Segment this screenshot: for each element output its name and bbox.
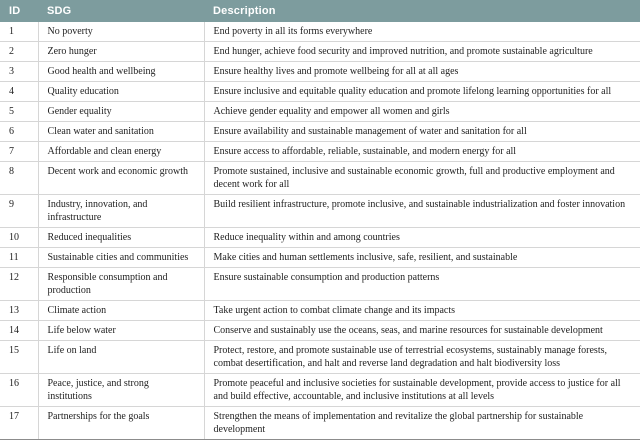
sdg-cell: Clean water and sanitation: [38, 122, 204, 142]
sdg-cell: Peace, justice, and strong institutions: [38, 374, 204, 407]
table-row: [0, 62, 640, 82]
sdg-cell: Industry, innovation, and infrastructure: [38, 195, 204, 228]
table-row: [0, 321, 640, 341]
description-cell: Ensure sustainable consumption and production patterns: [204, 268, 640, 301]
table-row: [0, 82, 640, 102]
sdg-cell: Life on land: [38, 341, 204, 374]
table-row: [0, 22, 640, 42]
sdg-cell: Quality education: [38, 82, 204, 102]
id-cell: 9: [0, 195, 38, 228]
id-cell: 4: [0, 82, 38, 102]
table-body: [0, 22, 640, 440]
sdg-cell: Affordable and clean energy: [38, 142, 204, 162]
table-row: [0, 195, 640, 228]
description-cell: Make cities and human settlements inclusive, safe, resilient, and sustainable: [204, 248, 640, 268]
table-row: [0, 228, 640, 248]
table-header: [0, 0, 640, 22]
table-row: [0, 268, 640, 301]
id-cell: 15: [0, 341, 38, 374]
sdg-cell: Good health and wellbeing: [38, 62, 204, 82]
sdg-cell: Reduced inequalities: [38, 228, 204, 248]
description-cell: Conserve and sustainably use the oceans, seas, and marine resources for sustainable development: [204, 321, 640, 341]
id-cell: 16: [0, 374, 38, 407]
description-cell: Promote peaceful and inclusive societies for sustainable development, provide access to justice for all and build effective, accountable, and inclusive institutions at all levels: [204, 374, 640, 407]
table-row: [0, 42, 640, 62]
column-header-sdg: SDG: [38, 0, 204, 22]
table-row: [0, 122, 640, 142]
id-cell: 2: [0, 42, 38, 62]
id-cell: 14: [0, 321, 38, 341]
header-row: [0, 0, 640, 22]
sdg-cell: Life below water: [38, 321, 204, 341]
id-cell: 7: [0, 142, 38, 162]
sdg-cell: Decent work and economic growth: [38, 162, 204, 195]
description-cell: Take urgent action to combat climate change and its impacts: [204, 301, 640, 321]
description-cell: Achieve gender equality and empower all women and girls: [204, 102, 640, 122]
id-cell: 10: [0, 228, 38, 248]
table-row: [0, 248, 640, 268]
id-cell: 1: [0, 22, 38, 42]
id-cell: 8: [0, 162, 38, 195]
sdg-cell: Climate action: [38, 301, 204, 321]
description-cell: Ensure inclusive and equitable quality education and promote lifelong learning opportunities for all: [204, 82, 640, 102]
id-cell: 12: [0, 268, 38, 301]
sdg-cell: Zero hunger: [38, 42, 204, 62]
description-cell: Ensure availability and sustainable management of water and sanitation for all: [204, 122, 640, 142]
table-row: [0, 407, 640, 440]
description-cell: End poverty in all its forms everywhere: [204, 22, 640, 42]
description-cell: End hunger, achieve food security and improved nutrition, and promote sustainable agriculture: [204, 42, 640, 62]
column-header-id: ID: [0, 0, 38, 22]
sdg-cell: Responsible consumption and production: [38, 268, 204, 301]
column-header-description: Description: [204, 0, 640, 22]
table-row: [0, 301, 640, 321]
table-row: [0, 162, 640, 195]
id-cell: 11: [0, 248, 38, 268]
id-cell: 5: [0, 102, 38, 122]
description-cell: Ensure access to affordable, reliable, sustainable, and modern energy for all: [204, 142, 640, 162]
id-cell: 13: [0, 301, 38, 321]
id-cell: 3: [0, 62, 38, 82]
sdg-cell: No poverty: [38, 22, 204, 42]
description-cell: Ensure healthy lives and promote wellbeing for all at all ages: [204, 62, 640, 82]
table-row: [0, 374, 640, 407]
table-row: [0, 102, 640, 122]
description-cell: Strengthen the means of implementation and revitalize the global partnership for sustainable development: [204, 407, 640, 440]
sdg-cell: Sustainable cities and communities: [38, 248, 204, 268]
description-cell: Reduce inequality within and among countries: [204, 228, 640, 248]
description-cell: Promote sustained, inclusive and sustainable economic growth, full and productive employment and decent work for all: [204, 162, 640, 195]
id-cell: 17: [0, 407, 38, 440]
sdg-cell: Gender equality: [38, 102, 204, 122]
table-row: [0, 341, 640, 374]
description-cell: Build resilient infrastructure, promote inclusive, and sustainable industrialization and foster innovation: [204, 195, 640, 228]
table-row: [0, 142, 640, 162]
description-cell: Protect, restore, and promote sustainable use of terrestrial ecosystems, sustainably manage forests, combat desertification, and halt and reverse land degradation and halt biodiversity loss: [204, 341, 640, 374]
id-cell: 6: [0, 122, 38, 142]
sdg-cell: Partnerships for the goals: [38, 407, 204, 440]
